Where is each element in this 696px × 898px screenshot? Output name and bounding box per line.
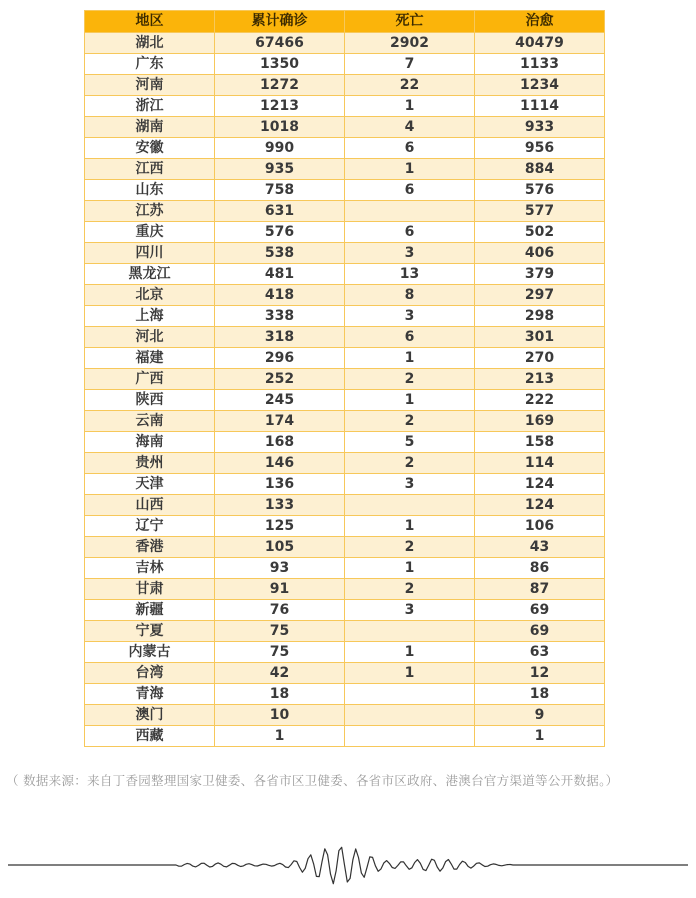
table-row xyxy=(85,516,605,537)
cell-deaths: 2 xyxy=(345,453,475,474)
cell-cured: 124 xyxy=(475,495,605,516)
cell-confirmed: 990 xyxy=(215,138,345,159)
cell-cured: 69 xyxy=(475,600,605,621)
header-cured: 治愈 xyxy=(475,11,605,33)
cell-deaths xyxy=(345,621,475,642)
cell-cured: 12 xyxy=(475,663,605,684)
cell-confirmed: 136 xyxy=(215,474,345,495)
table-body xyxy=(85,33,605,747)
cell-region: 四川 xyxy=(85,243,215,264)
cell-region: 云南 xyxy=(85,411,215,432)
cell-deaths: 2 xyxy=(345,411,475,432)
cell-region: 海南 xyxy=(85,432,215,453)
table-row xyxy=(85,222,605,243)
cell-cured: 158 xyxy=(475,432,605,453)
cell-region: 台湾 xyxy=(85,663,215,684)
cell-deaths: 7 xyxy=(345,54,475,75)
cell-confirmed: 93 xyxy=(215,558,345,579)
cell-cured: 406 xyxy=(475,243,605,264)
table-row xyxy=(85,495,605,516)
cell-deaths xyxy=(345,201,475,222)
cell-confirmed: 318 xyxy=(215,327,345,348)
cell-confirmed: 1350 xyxy=(215,54,345,75)
cell-deaths: 2 xyxy=(345,537,475,558)
waveform-line xyxy=(8,847,688,883)
cell-confirmed: 758 xyxy=(215,180,345,201)
cell-deaths: 2902 xyxy=(345,33,475,54)
cell-region: 内蒙古 xyxy=(85,642,215,663)
cell-confirmed: 18 xyxy=(215,684,345,705)
cell-cured: 9 xyxy=(475,705,605,726)
cell-deaths: 3 xyxy=(345,474,475,495)
cell-deaths: 13 xyxy=(345,264,475,285)
table-row xyxy=(85,621,605,642)
cell-region: 天津 xyxy=(85,474,215,495)
cell-deaths: 1 xyxy=(345,558,475,579)
cell-cured: 1114 xyxy=(475,96,605,117)
cell-confirmed: 1272 xyxy=(215,75,345,96)
cell-deaths xyxy=(345,726,475,747)
header-region: 地区 xyxy=(85,11,215,33)
table-row xyxy=(85,411,605,432)
cell-confirmed: 76 xyxy=(215,600,345,621)
cell-region: 陕西 xyxy=(85,390,215,411)
cell-deaths: 3 xyxy=(345,243,475,264)
cell-cured: 379 xyxy=(475,264,605,285)
cell-cured: 69 xyxy=(475,621,605,642)
cell-cured: 114 xyxy=(475,453,605,474)
cell-cured: 1 xyxy=(475,726,605,747)
cell-cured: 1234 xyxy=(475,75,605,96)
cell-region: 河北 xyxy=(85,327,215,348)
table-row xyxy=(85,663,605,684)
source-note: （ 数据来源：来自丁香园整理国家卫健委、各省市区卫健委、各省市区政府、港澳台官方渠道等公开数据。） xyxy=(6,773,619,788)
cell-cured: 270 xyxy=(475,348,605,369)
header-row xyxy=(85,11,605,33)
cell-region: 福建 xyxy=(85,348,215,369)
cell-confirmed: 174 xyxy=(215,411,345,432)
cell-cured: 222 xyxy=(475,390,605,411)
cell-deaths: 1 xyxy=(345,516,475,537)
cell-confirmed: 338 xyxy=(215,306,345,327)
table-row xyxy=(85,726,605,747)
cell-region: 香港 xyxy=(85,537,215,558)
cell-deaths: 5 xyxy=(345,432,475,453)
cell-deaths: 6 xyxy=(345,222,475,243)
cell-region: 青海 xyxy=(85,684,215,705)
cell-deaths: 1 xyxy=(345,642,475,663)
table-row xyxy=(85,432,605,453)
cell-region: 湖北 xyxy=(85,33,215,54)
cell-deaths: 2 xyxy=(345,579,475,600)
cell-confirmed: 146 xyxy=(215,453,345,474)
cell-cured: 576 xyxy=(475,180,605,201)
cell-confirmed: 1018 xyxy=(215,117,345,138)
cell-cured: 297 xyxy=(475,285,605,306)
cell-cured: 301 xyxy=(475,327,605,348)
table-row xyxy=(85,243,605,264)
table-row xyxy=(85,138,605,159)
cell-deaths: 1 xyxy=(345,348,475,369)
cell-cured: 106 xyxy=(475,516,605,537)
cell-confirmed: 481 xyxy=(215,264,345,285)
cell-region: 江苏 xyxy=(85,201,215,222)
cell-cured: 298 xyxy=(475,306,605,327)
cell-region: 宁夏 xyxy=(85,621,215,642)
table-row xyxy=(85,369,605,390)
table-row xyxy=(85,390,605,411)
cell-confirmed: 1 xyxy=(215,726,345,747)
cell-cured: 86 xyxy=(475,558,605,579)
cell-region: 广西 xyxy=(85,369,215,390)
cell-cured: 577 xyxy=(475,201,605,222)
cell-confirmed: 91 xyxy=(215,579,345,600)
cell-cured: 40479 xyxy=(475,33,605,54)
cell-deaths: 3 xyxy=(345,306,475,327)
cell-region: 辽宁 xyxy=(85,516,215,537)
table-row xyxy=(85,558,605,579)
cell-region: 山东 xyxy=(85,180,215,201)
cell-cured: 884 xyxy=(475,159,605,180)
table-row xyxy=(85,348,605,369)
table-row xyxy=(85,159,605,180)
table-row xyxy=(85,705,605,726)
table-row xyxy=(85,684,605,705)
table-row xyxy=(85,117,605,138)
cell-confirmed: 133 xyxy=(215,495,345,516)
cell-region: 重庆 xyxy=(85,222,215,243)
cell-deaths: 1 xyxy=(345,663,475,684)
cell-deaths xyxy=(345,684,475,705)
cell-confirmed: 252 xyxy=(215,369,345,390)
cell-deaths: 1 xyxy=(345,390,475,411)
cell-confirmed: 125 xyxy=(215,516,345,537)
stats-table xyxy=(84,10,605,747)
cell-region: 吉林 xyxy=(85,558,215,579)
cell-deaths: 1 xyxy=(345,159,475,180)
cell-cured: 18 xyxy=(475,684,605,705)
cell-confirmed: 576 xyxy=(215,222,345,243)
cell-deaths: 3 xyxy=(345,600,475,621)
table-row xyxy=(85,579,605,600)
table-row xyxy=(85,474,605,495)
cell-region: 黑龙江 xyxy=(85,264,215,285)
cell-confirmed: 75 xyxy=(215,621,345,642)
table-row xyxy=(85,453,605,474)
waveform-divider xyxy=(8,840,688,890)
cell-region: 贵州 xyxy=(85,453,215,474)
cell-cured: 956 xyxy=(475,138,605,159)
table-row xyxy=(85,642,605,663)
cell-confirmed: 105 xyxy=(215,537,345,558)
cell-deaths xyxy=(345,495,475,516)
cell-region: 西藏 xyxy=(85,726,215,747)
cell-cured: 502 xyxy=(475,222,605,243)
table-header xyxy=(85,11,605,33)
cell-deaths xyxy=(345,705,475,726)
table-row xyxy=(85,75,605,96)
cell-cured: 43 xyxy=(475,537,605,558)
cell-cured: 933 xyxy=(475,117,605,138)
cell-confirmed: 245 xyxy=(215,390,345,411)
cell-region: 湖南 xyxy=(85,117,215,138)
cell-region: 澳门 xyxy=(85,705,215,726)
cell-cured: 169 xyxy=(475,411,605,432)
cell-confirmed: 418 xyxy=(215,285,345,306)
cell-region: 甘肃 xyxy=(85,579,215,600)
header-confirmed: 累计确诊 xyxy=(215,11,345,33)
cell-deaths: 8 xyxy=(345,285,475,306)
table-row xyxy=(85,600,605,621)
cell-confirmed: 67466 xyxy=(215,33,345,54)
cell-deaths: 1 xyxy=(345,96,475,117)
cell-region: 安徽 xyxy=(85,138,215,159)
cell-deaths: 2 xyxy=(345,369,475,390)
cell-region: 上海 xyxy=(85,306,215,327)
cell-cured: 87 xyxy=(475,579,605,600)
cell-confirmed: 42 xyxy=(215,663,345,684)
cell-region: 北京 xyxy=(85,285,215,306)
cell-deaths: 6 xyxy=(345,327,475,348)
cell-cured: 1133 xyxy=(475,54,605,75)
header-deaths: 死亡 xyxy=(345,11,475,33)
cell-cured: 63 xyxy=(475,642,605,663)
table-row xyxy=(85,33,605,54)
cell-confirmed: 538 xyxy=(215,243,345,264)
table-row xyxy=(85,180,605,201)
cell-region: 浙江 xyxy=(85,96,215,117)
cell-deaths: 6 xyxy=(345,138,475,159)
cell-deaths: 4 xyxy=(345,117,475,138)
table-row xyxy=(85,96,605,117)
cell-region: 山西 xyxy=(85,495,215,516)
cell-confirmed: 935 xyxy=(215,159,345,180)
cell-cured: 124 xyxy=(475,474,605,495)
cell-cured: 213 xyxy=(475,369,605,390)
cell-region: 新疆 xyxy=(85,600,215,621)
table-row xyxy=(85,54,605,75)
cell-confirmed: 296 xyxy=(215,348,345,369)
cell-confirmed: 10 xyxy=(215,705,345,726)
cell-region: 广东 xyxy=(85,54,215,75)
table-row xyxy=(85,306,605,327)
table-row xyxy=(85,285,605,306)
cell-confirmed: 1213 xyxy=(215,96,345,117)
table-row xyxy=(85,537,605,558)
cell-region: 江西 xyxy=(85,159,215,180)
table-row xyxy=(85,264,605,285)
table-row xyxy=(85,201,605,222)
cell-region: 河南 xyxy=(85,75,215,96)
cell-deaths: 6 xyxy=(345,180,475,201)
cell-confirmed: 631 xyxy=(215,201,345,222)
cell-deaths: 22 xyxy=(345,75,475,96)
table-row xyxy=(85,327,605,348)
cell-confirmed: 75 xyxy=(215,642,345,663)
cell-confirmed: 168 xyxy=(215,432,345,453)
